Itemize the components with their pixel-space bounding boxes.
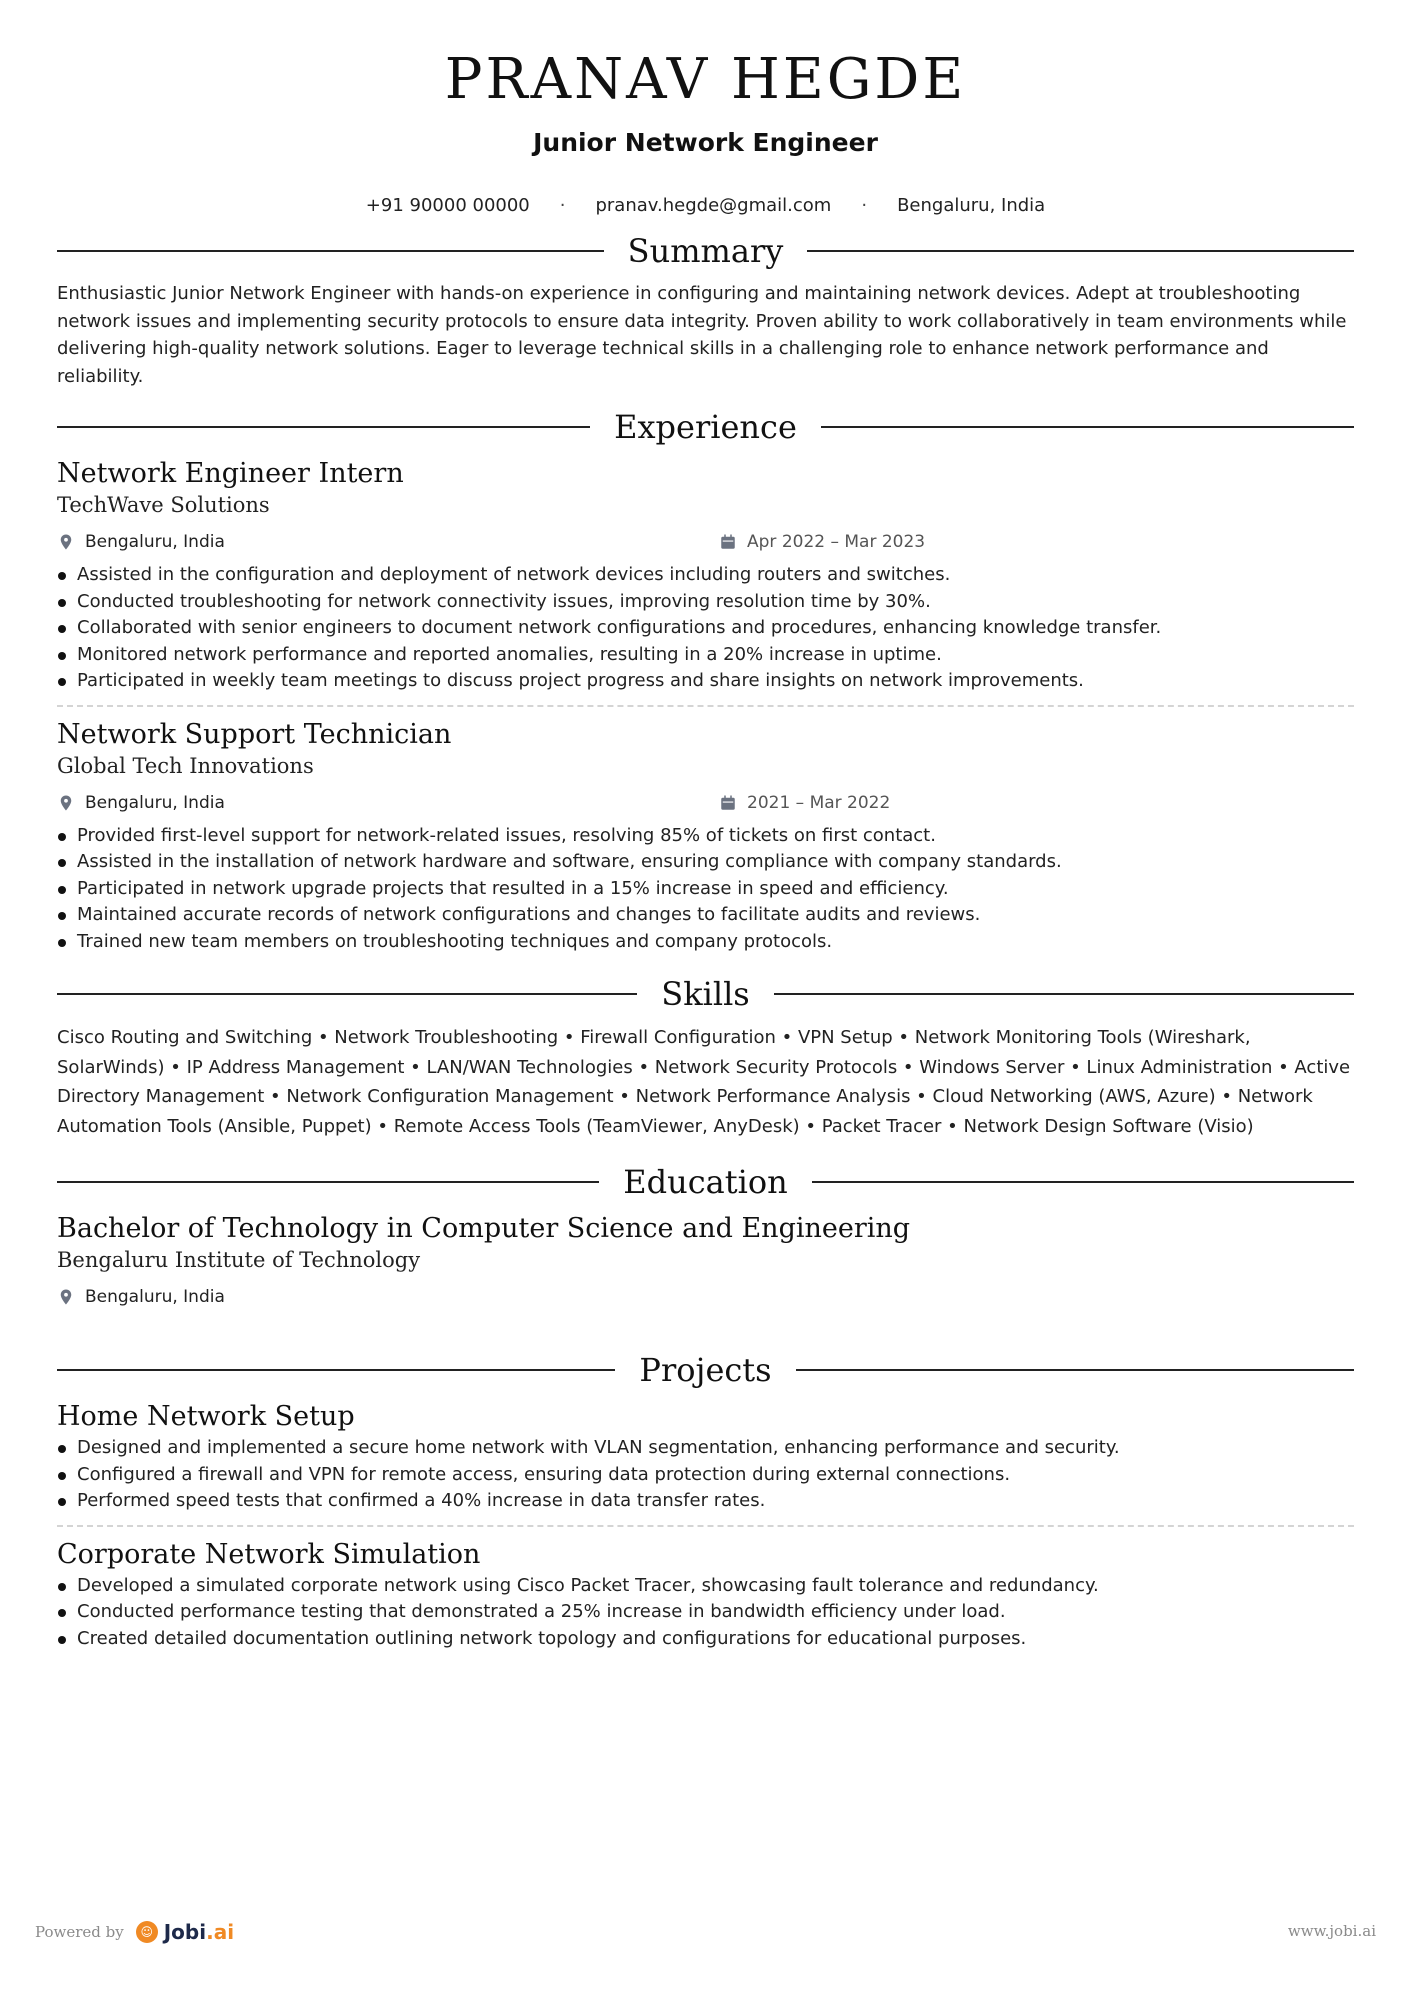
job-location-text: Bengaluru, India [85, 792, 225, 813]
education-location-text: Bengaluru, India [85, 1287, 225, 1307]
contact-email[interactable]: pranav.hegde@gmail.com [595, 195, 832, 216]
bullet-item: Designed and implemented a secure home network with VLAN segmentation, enhancing performance and security. [57, 1435, 1354, 1462]
divider-line [821, 426, 1354, 428]
job-meta [57, 793, 1354, 819]
bullet-item: Trained new team members on troubleshooting techniques and company protocols. [57, 929, 1354, 956]
job-company: Global Tech Innovations [57, 753, 314, 778]
contact-phone[interactable]: +91 90000 00000 [365, 195, 530, 216]
bullet-item: Participated in network upgrade projects that resulted in a 15% increase in speed and efficiency. [57, 876, 1354, 903]
entry-divider [57, 1525, 1354, 1527]
job-location [57, 793, 225, 813]
job-title: Network Engineer Intern [57, 458, 404, 489]
skills-title: Skills [661, 975, 750, 1013]
divider-line [807, 250, 1354, 252]
job-company: TechWave Solutions [57, 493, 270, 517]
job-dates-text: 2021 – Mar 2022 [747, 792, 891, 813]
summary-header [57, 232, 1354, 270]
summary-text: Enthusiastic Junior Network Engineer with hands-on experience in configuring and maintaining network devices. Adept at troubleshooting network issues and implementing security protocols to ensure data integrity. Proven ability to work collaboratively in team environments while delivering high-quality network solutions. Eager to leverage technical skills in a challenging role to enhance network performance and reliability. [57, 283, 1347, 387]
bullet-item: Provided first-level support for network-related issues, resolving 85% of tickets on first contact. [57, 823, 1354, 850]
bullet-item: Configured a firewall and VPN for remote access, ensuring data protection during external connections. [57, 1462, 1354, 1489]
bullet-item: Participated in weekly team meetings to discuss project progress and share insights on network improvements. [57, 668, 1354, 695]
job-bullets [57, 562, 1354, 695]
jobi-logo-icon: ☺ [136, 1921, 158, 1943]
contact-separator: · [559, 195, 566, 216]
project-bullets [57, 1573, 1354, 1653]
education-header [57, 1163, 1354, 1201]
resume-page [57, 0, 1354, 1652]
project-entry [57, 1401, 1354, 1515]
job-title: Network Support Technician [57, 718, 452, 750]
divider-line [57, 1369, 615, 1371]
bullet-item: Assisted in the configuration and deployment of network devices including routers and switches. [57, 562, 1354, 589]
map-pin-icon [57, 533, 75, 551]
divider-line [812, 1181, 1354, 1183]
skills-text: Cisco Routing and Switching • Network Troubleshooting • Firewall Configuration • VPN Setup • Network Monitoring Tools (Wireshark, SolarWinds) • IP Address Management • LAN/WAN Technologies • Network Security Protocols • Windows Server • Linux Administration • Active Directory Management • Network Configuration Management • Network Performance Analysis • Cloud Networking (AWS, Azure) • Network Automation Tools (Ansible, Puppet) • Remote Access Tools (TeamViewer, AnyDesk) • Packet Tracer • Network Design Software (Visio) [57, 1027, 1351, 1137]
contact-location: Bengaluru, India [897, 195, 1046, 216]
candidate-role: Junior Network Engineer [533, 128, 878, 157]
calendar-icon [719, 794, 737, 812]
bullet-item: Collaborated with senior engineers to document network configurations and procedures, enhancing knowledge transfer. [57, 615, 1354, 642]
project-bullets [57, 1435, 1354, 1515]
calendar-icon [719, 533, 737, 551]
candidate-name: PRANAV HEGDE [444, 47, 967, 112]
job-location [57, 532, 225, 552]
divider-line [57, 250, 604, 252]
divider-line [57, 1181, 599, 1183]
projects-header [57, 1351, 1354, 1389]
map-pin-icon [57, 794, 75, 812]
bullet-item: Conducted performance testing that demonstrated a 25% increase in bandwidth efficiency under load. [57, 1599, 1354, 1626]
divider-line [57, 426, 590, 428]
contact-separator: · [861, 195, 868, 216]
bullet-item: Performed speed tests that confirmed a 40% increase in data transfer rates. [57, 1488, 1354, 1515]
experience-title: Experience [614, 408, 797, 446]
education-entry [57, 1213, 1354, 1313]
summary-title: Summary [627, 232, 784, 270]
school-name: Bengaluru Institute of Technology [57, 1248, 421, 1272]
footer-powered-by [35, 1920, 234, 1944]
education-location [57, 1287, 225, 1307]
jobi-logo[interactable] [136, 1920, 234, 1944]
logo-main: Jobi [163, 1920, 207, 1944]
map-pin-icon [57, 1288, 75, 1306]
bullet-item: Maintained accurate records of network configurations and changes to facilitate audits and reviews. [57, 902, 1354, 929]
degree-title: Bachelor of Technology in Computer Science and Engineering [57, 1213, 911, 1244]
divider-line [796, 1369, 1354, 1371]
projects-title: Projects [639, 1351, 772, 1389]
contact-bar [57, 195, 1354, 216]
project-title: Corporate Network Simulation [57, 1538, 481, 1570]
job-dates-text: Apr 2022 – Mar 2023 [747, 532, 926, 552]
project-title: Home Network Setup [57, 1401, 355, 1432]
bullet-item: Created detailed documentation outlining network topology and configurations for educational purposes. [57, 1626, 1354, 1653]
footer-website-link[interactable]: www.jobi.ai [1287, 1922, 1376, 1940]
bullet-item: Developed a simulated corporate network using Cisco Packet Tracer, showcasing fault tolerance and redundancy. [57, 1573, 1354, 1600]
job-dates [719, 532, 925, 552]
job-entry [57, 719, 1354, 956]
job-meta [57, 532, 1354, 558]
job-location-text: Bengaluru, India [85, 532, 225, 552]
project-entry [57, 1539, 1354, 1653]
experience-header [57, 408, 1354, 446]
education-title: Education [623, 1163, 788, 1201]
bullet-item: Conducted troubleshooting for network connectivity issues, improving resolution time by 30%. [57, 589, 1354, 616]
jobi-logo-text [164, 1920, 234, 1944]
divider-line [774, 993, 1354, 995]
job-dates [719, 793, 890, 813]
job-entry [57, 458, 1354, 695]
logo-suffix: .ai [206, 1920, 235, 1944]
bullet-item: Assisted in the installation of network hardware and software, ensuring compliance with company standards. [57, 849, 1354, 876]
job-bullets [57, 823, 1354, 956]
entry-divider [57, 705, 1354, 707]
education-meta [57, 1287, 1354, 1313]
skills-header [57, 975, 1354, 1013]
powered-by-label: Powered by [35, 1923, 124, 1941]
divider-line [57, 993, 637, 995]
bullet-item: Monitored network performance and reported anomalies, resulting in a 20% increase in uptime. [57, 642, 1354, 669]
